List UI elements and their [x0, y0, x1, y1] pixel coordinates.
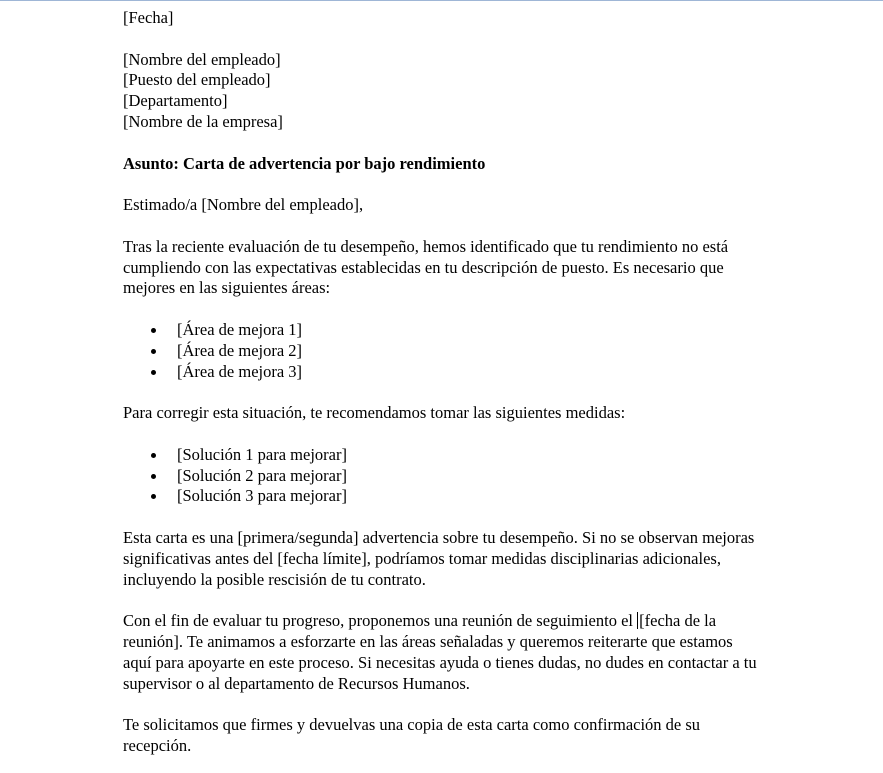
recipient-position: [Puesto del empleado]: [123, 70, 271, 90]
closing-paragraph: Te solicitamos que firmes y devuelvas una copia de esta carta como confirmación de su recepción.: [123, 715, 701, 755]
recipient-company: [Nombre de la empresa]: [123, 111, 283, 131]
list-item: [Solución 3 para mejorar]: [123, 486, 763, 507]
measures-intro-paragraph: Para corregir esta situación, te recomendamos tomar las siguientes medidas:: [123, 403, 626, 423]
followup-text-start: Con el fin de evaluar tu progreso, proponemos una reunión de seguimiento el: [123, 611, 638, 631]
followup-text-end: [fecha de la reunión]. Te animamos a esforzarte en las áreas señaladas y queremos reiterarte que estamos aquí para apoyarte en este proceso. Si necesitas ayuda o tienes dudas, no dudes en contactar a tu supervisor o al departamento de Recursos Humanos.: [123, 611, 757, 693]
letter-subject: Asunto: Carta de advertencia por bajo rendimiento: [123, 153, 486, 173]
document-body[interactable]: [123, 8, 763, 773]
followup-paragraph: [123, 611, 763, 694]
list-item: [Área de mejora 3]: [123, 362, 763, 383]
improvement-areas-list: [123, 320, 763, 382]
list-item: [Solución 2 para mejorar]: [123, 466, 763, 487]
recipient-block: [123, 50, 763, 133]
text-cursor: [637, 612, 638, 629]
solutions-list: [123, 445, 763, 507]
list-item: [Solución 1 para mejorar]: [123, 445, 763, 466]
warning-paragraph: Esta carta es una [primera/segunda] advertencia sobre tu desempeño. Si no se observan mejoras significativas antes del [fecha límite], podríamos tomar medidas disciplinarias adicionales, incluyendo la posible rescisión de tu contrato.: [123, 527, 755, 589]
list-item: [Área de mejora 1]: [123, 320, 763, 341]
recipient-department: [Departamento]: [123, 91, 228, 111]
intro-paragraph: Tras la reciente evaluación de tu desempeño, hemos identificado que tu rendimiento no está cumpliendo con las expectativas establecidas en tu descripción de puesto. Es necesario que mejores en las siguientes áreas:: [123, 236, 729, 298]
recipient-name: [Nombre del empleado]: [123, 49, 281, 69]
letter-date: [Fecha]: [123, 8, 174, 27]
list-item: [Área de mejora 2]: [123, 341, 763, 362]
letter-greeting: Estimado/a [Nombre del empleado],: [123, 195, 364, 215]
